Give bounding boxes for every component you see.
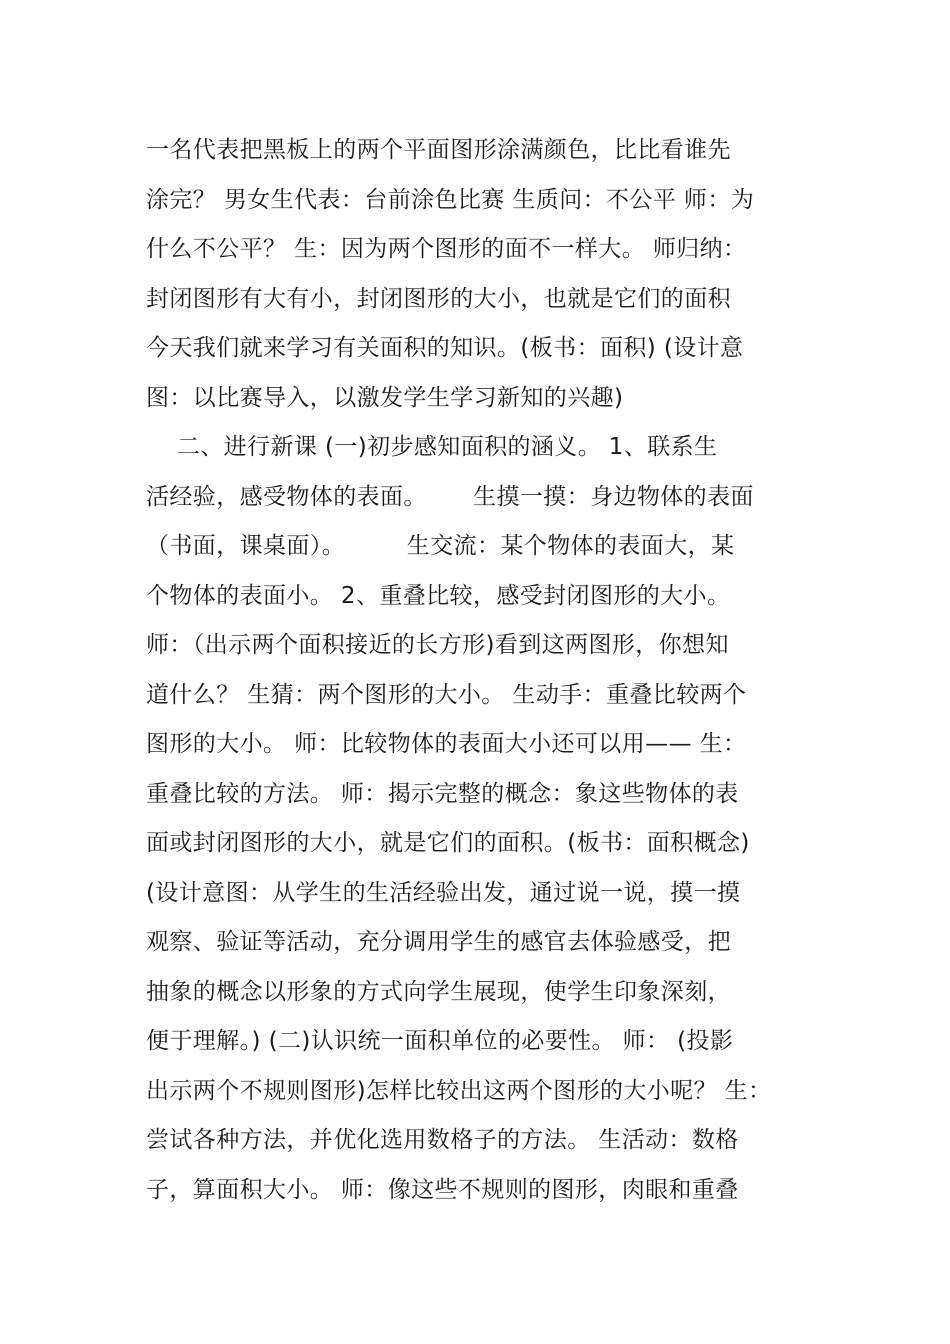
body-text <box>146 126 846 1215</box>
text-line: 面或封闭图形的大小，就是它们的面积。(板书：面积概念) <box>146 830 750 856</box>
text-line: 抽象的概念以形象的方式向学生展现，使学生印象深刻， <box>146 978 731 1005</box>
text-line: 便于理解。) (二)认识统一面积单位的必要性。 师： (投影 <box>146 1028 734 1054</box>
text-line: 封闭图形有大有小，封闭图形的大小，也就是它们的面积 <box>146 285 731 312</box>
text-line: （书面，课桌面）。 生交流：某个物体的表面大，某 <box>146 533 735 559</box>
text-line: (设计意图：从学生的生活经验出发，通过说一说，摸一摸 <box>146 879 741 906</box>
text-line: 道什么？ 生猜：两个图形的大小。 生动手：重叠比较两个 <box>146 681 747 708</box>
text-line: 二、进行新课 (一)初步感知面积的涵义。 1、联系生 <box>146 434 718 460</box>
text-line: 观察、验证等活动，充分调用学生的感官去体验感受，把 <box>146 929 731 955</box>
text-line: 出示两个不规则图形)怎样比较出这两个图形的大小呢？ 生： <box>146 1077 772 1104</box>
text-line: 涂完？ 男女生代表：台前涂色比赛 生质问：不公平 师：为 <box>146 186 755 213</box>
text-line: 活经验，感受物体的表面。 生摸一摸：身边物体的表面 <box>146 483 754 510</box>
text-line: 师：（出示两个面积接近的长方形)看到这两图形，你想知 <box>146 632 729 658</box>
text-line: 个物体的表面小。 2、重叠比较，感受封闭图形的大小。 <box>146 582 731 609</box>
text-line: 尝试各种方法，并优化选用数格子的方法。 生活动：数格 <box>146 1127 739 1153</box>
text-line: 图形的大小。 师：比较物体的表面大小还可以用—— 生： <box>146 731 747 757</box>
text-line: 什么不公平？ 生：因为两个图形的面不一样大。 师归纳： <box>146 236 747 262</box>
text-line: 一名代表把黑板上的两个平面图形涂满颜色，比比看谁先 <box>146 137 731 163</box>
text-line: 重叠比较的方法。 师：揭示完整的概念：象这些物体的表 <box>146 780 739 807</box>
text-line: 今天我们就来学习有关面积的知识。(板书：面积) (设计意 <box>146 335 744 361</box>
text-line: 图：以比赛导入，以激发学生学习新知的兴趣) <box>146 384 624 411</box>
text-line: 子，算面积大小。 师：像这些不规则的图形，肉眼和重叠 <box>146 1176 739 1203</box>
